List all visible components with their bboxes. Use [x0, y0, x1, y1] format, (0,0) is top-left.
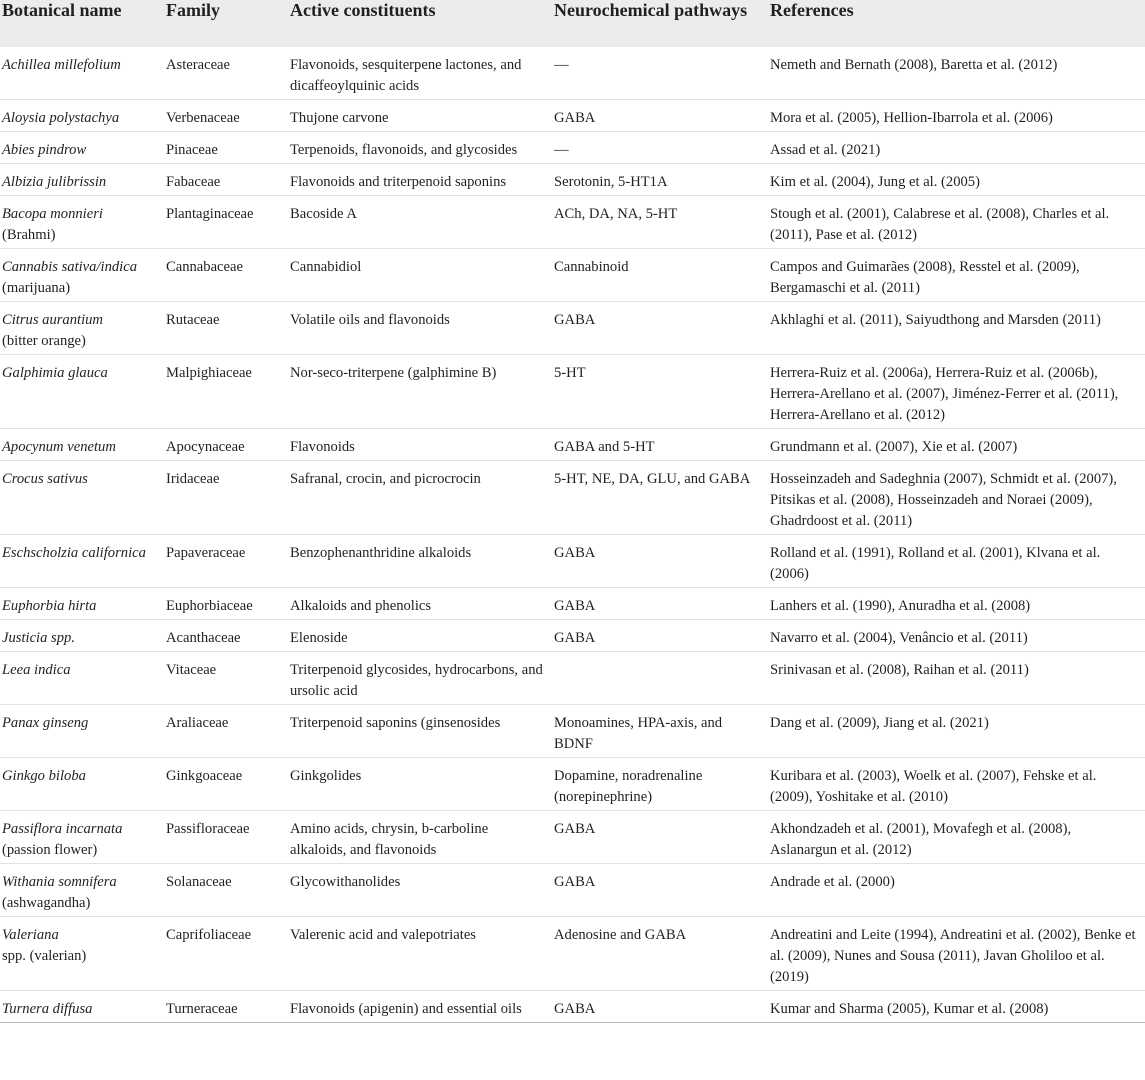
header-row: [0, 0, 1145, 47]
table-row: [0, 620, 1145, 652]
references-cell: Assad et al. (2021): [770, 142, 881, 158]
botanical-name: Achillea millefolium: [2, 57, 121, 73]
constituents-cell: Flavonoids and triterpenoid saponins: [290, 174, 507, 190]
table-row: [0, 588, 1145, 620]
family-cell: Turneraceae: [166, 1001, 238, 1017]
botanical-name: Albizia julibrissin: [2, 174, 107, 190]
table-row: [0, 991, 1145, 1023]
common-name: (bitter orange): [2, 333, 86, 349]
header-botanical-name: Botanical name: [2, 0, 122, 20]
constituents-cell: Safranal, crocin, and picrocrocin: [290, 471, 481, 487]
pathways-cell: —: [554, 142, 569, 158]
botanical-name-cell: [0, 652, 166, 705]
table-row: [0, 864, 1145, 917]
botanical-name: Eschscholzia californica: [2, 545, 146, 561]
constituents-cell: Triterpenoid saponins (ginsenosides: [290, 715, 501, 731]
table-row: [0, 461, 1145, 535]
botanical-name-cell: [0, 100, 166, 132]
family-cell: Asteraceae: [166, 57, 230, 73]
botanical-name: Withania somnifera: [2, 874, 117, 890]
constituents-cell: Alkaloids and phenolics: [290, 598, 432, 614]
family-cell: Iridaceae: [166, 471, 220, 487]
references-cell: Kim et al. (2004), Jung et al. (2005): [770, 174, 980, 190]
table-row: [0, 705, 1145, 758]
references-cell: Kumar and Sharma (2005), Kumar et al. (2008): [770, 1001, 1049, 1017]
references-cell: Stough et al. (2001), Calabrese et al. (2008), Charles et al. (2011), Pase et al. (2012): [770, 206, 1110, 243]
botanical-name-cell: [0, 461, 166, 535]
pathways-cell: —: [554, 57, 569, 73]
table-row: [0, 811, 1145, 864]
common-name: (ashwagandha): [2, 895, 91, 911]
references-cell: Andrade et al. (2000): [770, 874, 895, 890]
botanical-name-cell: [0, 811, 166, 864]
constituents-cell: Valerenic acid and valepotriates: [290, 927, 476, 943]
botanical-name-cell: [0, 47, 166, 100]
botanical-name: Citrus aurantium: [2, 312, 103, 328]
botanical-name-cell: [0, 588, 166, 620]
pathways-cell: Monoamines, HPA-axis, and BDNF: [554, 715, 723, 752]
common-name: spp. (valerian): [2, 948, 87, 964]
table-row: [0, 249, 1145, 302]
references-cell: Lanhers et al. (1990), Anuradha et al. (2008): [770, 598, 1031, 614]
references-cell: Herrera-Ruiz et al. (2006a), Herrera-Ruiz et al. (2006b), Herrera-Arellano et al. (2007), Jiménez-Ferrer et al. (2011), Herrera-Arellano et al. (2012): [770, 365, 1119, 423]
family-cell: Vitaceae: [166, 662, 217, 678]
table-row: [0, 100, 1145, 132]
botanical-name: Leea indica: [2, 662, 71, 678]
pathways-cell: GABA: [554, 874, 596, 890]
botanical-name-cell: [0, 991, 166, 1023]
constituents-cell: Amino acids, chrysin, b-carboline alkaloids, and flavonoids: [290, 821, 489, 858]
constituents-cell: Triterpenoid glycosides, hydrocarbons, and ursolic acid: [290, 662, 543, 699]
botanical-name: Crocus sativus: [2, 471, 88, 487]
references-cell: Mora et al. (2005), Hellion-Ibarrola et al. (2006): [770, 110, 1053, 126]
references-cell: Kuribara et al. (2003), Woelk et al. (2007), Fehske et al. (2009), Yoshitake et al. (2010): [770, 768, 1097, 805]
family-cell: Plantaginaceae: [166, 206, 254, 222]
constituents-cell: Bacoside A: [290, 206, 357, 222]
constituents-cell: Ginkgolides: [290, 768, 362, 784]
table-row: [0, 132, 1145, 164]
table-row: [0, 164, 1145, 196]
pathways-cell: [554, 652, 770, 705]
family-cell: Papaveraceae: [166, 545, 246, 561]
pathways-cell: Dopamine, noradrenaline (norepinephrine): [554, 768, 703, 805]
botanical-name: Euphorbia hirta: [2, 598, 97, 614]
header-references: References: [770, 0, 854, 20]
table-body: [0, 47, 1145, 1023]
common-name: (marijuana): [2, 280, 71, 296]
botanical-name-cell: [0, 705, 166, 758]
pathways-cell: GABA and 5-HT: [554, 439, 655, 455]
common-name: (passion flower): [2, 842, 98, 858]
references-cell: Akhlaghi et al. (2011), Saiyudthong and Marsden (2011): [770, 312, 1101, 328]
pathways-cell: GABA: [554, 312, 596, 328]
botanical-name: Valeriana: [2, 927, 59, 943]
constituents-cell: Benzophenanthridine alkaloids: [290, 545, 472, 561]
references-cell: Nemeth and Bernath (2008), Baretta et al. (2012): [770, 57, 1058, 73]
table-row: [0, 429, 1145, 461]
family-cell: Ginkgoaceae: [166, 768, 243, 784]
table-row: [0, 196, 1145, 249]
family-cell: Euphorbiaceae: [166, 598, 253, 614]
botanical-name: Panax ginseng: [2, 715, 89, 731]
pathways-cell: GABA: [554, 1001, 596, 1017]
family-cell: Caprifoliaceae: [166, 927, 252, 943]
family-cell: Solanaceae: [166, 874, 232, 890]
botanical-name: Abies pindrow: [2, 142, 87, 158]
header-active-constituents: Active constituents: [290, 0, 436, 20]
botanical-name-cell: [0, 535, 166, 588]
botanical-name-cell: [0, 164, 166, 196]
references-cell: Grundmann et al. (2007), Xie et al. (2007): [770, 439, 1018, 455]
constituents-cell: Volatile oils and flavonoids: [290, 312, 450, 328]
botanical-name-cell: [0, 864, 166, 917]
family-cell: Passifloraceae: [166, 821, 250, 837]
references-cell: Hosseinzadeh and Sadeghnia (2007), Schmidt et al. (2007), Pitsikas et al. (2008), Hosseinzadeh and Noraei (2009), Ghadrdoost et al. (2011): [770, 471, 1117, 529]
botanical-name: Cannabis sativa/indica: [2, 259, 137, 275]
constituents-cell: Thujone carvone: [290, 110, 389, 126]
botanical-name: Ginkgo biloba: [2, 768, 86, 784]
family-cell: Verbenaceae: [166, 110, 240, 126]
header-family: Family: [166, 0, 220, 20]
pathways-cell: Serotonin, 5-HT1A: [554, 174, 668, 190]
references-cell: Navarro et al. (2004), Venâncio et al. (2011): [770, 630, 1028, 646]
table-row: [0, 917, 1145, 991]
botanical-name: Turnera diffusa: [2, 1001, 93, 1017]
pathways-cell: 5-HT: [554, 365, 586, 381]
pathways-cell: ACh, DA, NA, 5-HT: [554, 206, 678, 222]
constituents-cell: Cannabidiol: [290, 259, 362, 275]
references-cell: Rolland et al. (1991), Rolland et al. (2001), Klvana et al. (2006): [770, 545, 1101, 582]
family-cell: Acanthaceae: [166, 630, 241, 646]
constituents-cell: Nor-seco-triterpene (galphimine B): [290, 365, 497, 381]
constituents-cell: Glycowithanolides: [290, 874, 401, 890]
botanical-name: Galphimia glauca: [2, 365, 108, 381]
botanical-name-cell: [0, 132, 166, 164]
references-cell: Campos and Guimarães (2008), Resstel et al. (2009), Bergamaschi et al. (2011): [770, 259, 1080, 296]
constituents-cell: Flavonoids (apigenin) and essential oils: [290, 1001, 522, 1017]
botanical-name-cell: [0, 355, 166, 429]
family-cell: Cannabaceae: [166, 259, 243, 275]
botanical-name-cell: [0, 917, 166, 991]
botanical-name-cell: [0, 429, 166, 461]
table-row: [0, 535, 1145, 588]
references-cell: Akhondzadeh et al. (2001), Movafegh et al. (2008), Aslanargun et al. (2012): [770, 821, 1072, 858]
references-cell: Srinivasan et al. (2008), Raihan et al. (2011): [770, 662, 1029, 678]
family-cell: Araliaceae: [166, 715, 229, 731]
family-cell: Rutaceae: [166, 312, 220, 328]
botanical-name: Apocynum venetum: [2, 439, 116, 455]
constituents-cell: Elenoside: [290, 630, 348, 646]
table-header: [0, 0, 1145, 47]
botanical-name: Aloysia polystachya: [2, 110, 120, 126]
botanical-name-cell: [0, 196, 166, 249]
constituents-cell: Flavonoids: [290, 439, 355, 455]
pathways-cell: GABA: [554, 598, 596, 614]
pathways-cell: GABA: [554, 110, 596, 126]
table-row: [0, 302, 1145, 355]
table-row: [0, 47, 1145, 100]
botanical-name: Passiflora incarnata: [2, 821, 123, 837]
constituents-cell: Terpenoids, flavonoids, and glycosides: [290, 142, 518, 158]
botanical-name: Justicia spp.: [2, 630, 75, 646]
botanical-name-cell: [0, 302, 166, 355]
table-row: [0, 652, 1145, 705]
table-row: [0, 758, 1145, 811]
botanical-name-cell: [0, 758, 166, 811]
header-neurochemical-pathways: Neurochemical pathways: [554, 0, 748, 20]
pathways-cell: 5-HT, NE, DA, GLU, and GABA: [554, 471, 751, 487]
pathways-cell: GABA: [554, 821, 596, 837]
botanical-name: Bacopa monnieri: [2, 206, 103, 222]
family-cell: Malpighiaceae: [166, 365, 252, 381]
pathways-cell: Adenosine and GABA: [554, 927, 687, 943]
table-row: [0, 355, 1145, 429]
constituents-cell: Flavonoids, sesquiterpene lactones, and dicaffeoylquinic acids: [290, 57, 522, 94]
references-cell: Andreatini and Leite (1994), Andreatini et al. (2002), Benke et al. (2009), Nunes and Sousa (2011), Javan Gholiloo et al. (2019): [770, 927, 1136, 985]
botanical-name-cell: [0, 620, 166, 652]
family-cell: Pinaceae: [166, 142, 218, 158]
family-cell: Fabaceae: [166, 174, 221, 190]
references-cell: Dang et al. (2009), Jiang et al. (2021): [770, 715, 989, 731]
family-cell: Apocynaceae: [166, 439, 245, 455]
pathways-cell: GABA: [554, 630, 596, 646]
botanical-name-cell: [0, 249, 166, 302]
pathways-cell: Cannabinoid: [554, 259, 629, 275]
common-name: (Brahmi): [2, 227, 56, 243]
pathways-cell: GABA: [554, 545, 596, 561]
